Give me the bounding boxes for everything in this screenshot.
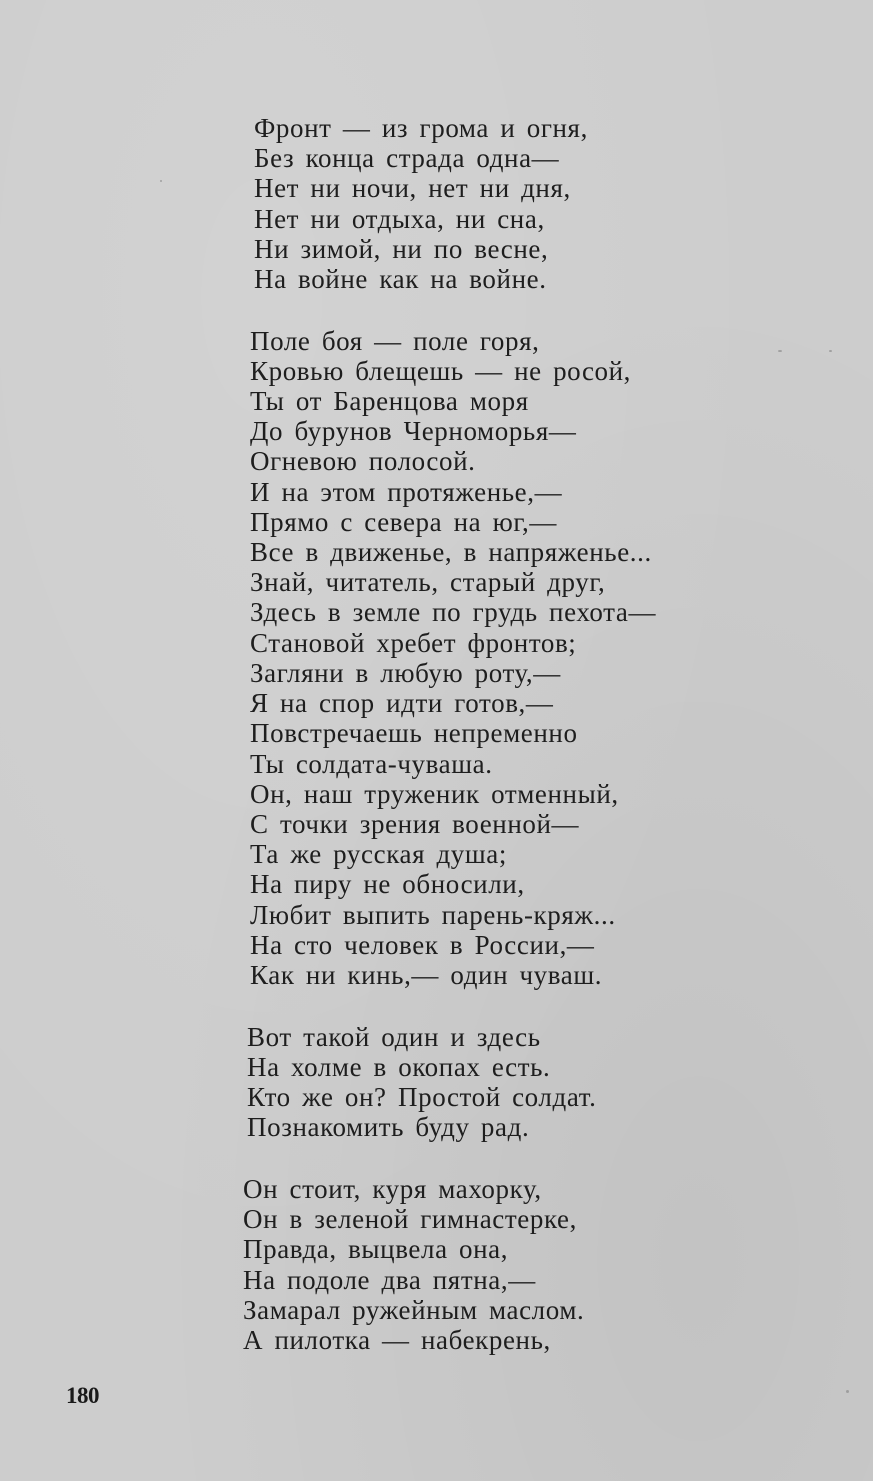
poem-line: На подоле два пятна,— <box>243 1265 536 1295</box>
poem-line: Как ни кинь,— один чуваш. <box>250 960 603 990</box>
poem-line: До бурунов Черноморья— <box>250 416 577 446</box>
poem-line: Огневою полосой. <box>250 446 476 476</box>
poem-line: Становой хребет фронтов; <box>250 628 577 658</box>
poem-line: Ни зимой, ни по весне, <box>254 234 549 264</box>
paper-speck <box>829 350 832 352</box>
poem-line: Прямо с севера на юг,— <box>250 507 557 537</box>
page-number: 180 <box>66 1383 99 1408</box>
poem-line: Поле боя — поле горя, <box>250 326 540 356</box>
poem-line: На холме в окопах есть. <box>247 1052 551 1082</box>
poem-line: И на этом протяженье,— <box>250 477 563 507</box>
poem-line: Здесь в земле по грудь пехота— <box>250 597 657 627</box>
poem-line: Повстречаешь непременно <box>250 718 578 748</box>
poem-line: Он, наш труженик отменный, <box>250 779 619 809</box>
poem-line: Вот такой один и здесь <box>247 1022 541 1052</box>
poem-line: Знай, читатель, старый друг, <box>250 567 606 597</box>
poem-line: Правда, выцвела она, <box>243 1234 509 1264</box>
poem-line: Ты от Баренцова моря <box>250 386 529 416</box>
poem-line: Я на спор идти готов,— <box>250 688 554 718</box>
poem-line: Он в зеленой гимнастерке, <box>243 1204 577 1234</box>
poem-line: Та же русская душа; <box>250 839 507 869</box>
poem-line: С точки зрения военной— <box>250 809 580 839</box>
poem-line: На пиру не обносили, <box>250 869 525 899</box>
poem-line: Все в движенье, в напряженье... <box>250 537 652 567</box>
paper-speck <box>778 350 782 352</box>
paper-speck <box>160 180 162 182</box>
poem-line: На сто человек в России,— <box>250 930 595 960</box>
poem-line: Ты солдата-чуваша. <box>250 749 493 779</box>
poem-line: На войне как на войне. <box>254 264 547 294</box>
poem-line: Кто же он? Простой солдат. <box>247 1082 597 1112</box>
poem-line: Он стоит, куря махорку, <box>243 1174 542 1204</box>
poem-line: Нет ни ночи, нет ни дня, <box>254 173 571 203</box>
poem-line: Познакомить буду рад. <box>247 1112 530 1142</box>
poem-line: Без конца страда одна— <box>254 143 560 173</box>
poem-line: Загляни в любую роту,— <box>250 658 561 688</box>
poem-line: Замарал ружейным маслом. <box>243 1295 585 1325</box>
poem-line: Кровью блещешь — не росой, <box>250 356 632 386</box>
poem-line: Любит выпить парень-кряж... <box>250 900 616 930</box>
paper-speck <box>846 1390 849 1393</box>
poem-line: А пилотка — набекрень, <box>243 1325 551 1355</box>
poem-line: Фронт — из грома и огня, <box>254 113 588 143</box>
poem-line: Нет ни отдыха, ни сна, <box>254 204 545 234</box>
